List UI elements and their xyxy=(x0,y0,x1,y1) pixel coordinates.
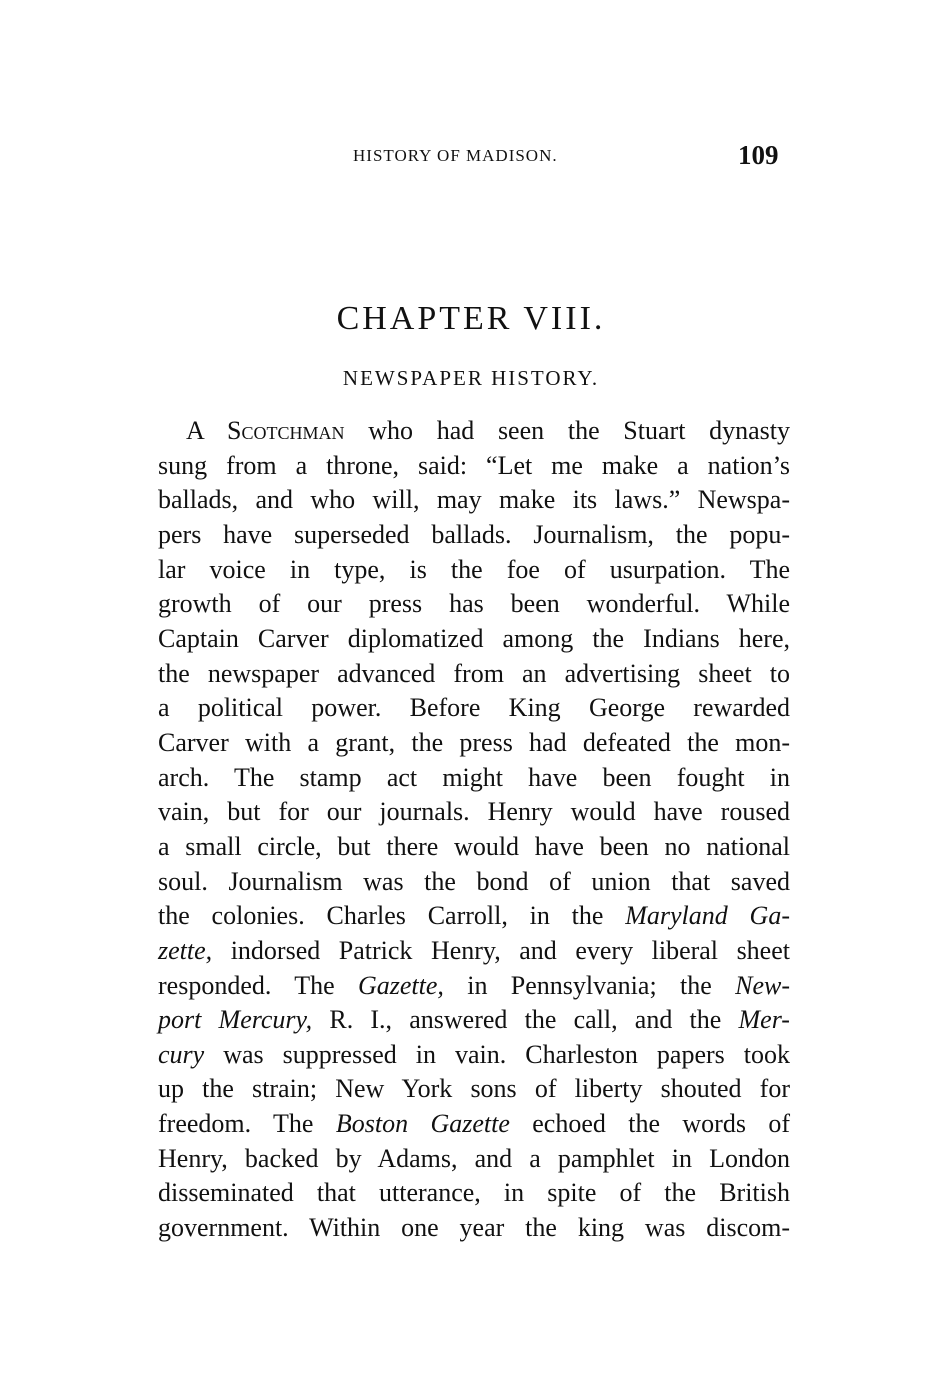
smallcaps-text: Scotchman xyxy=(227,416,345,445)
body-text xyxy=(158,414,790,1246)
text-segment: government. Within one year the king was discom- xyxy=(158,1213,790,1243)
text-segment: ballads, and who will, may make its laws.” Newspa- xyxy=(158,485,790,515)
text-line xyxy=(158,1038,790,1073)
text-line xyxy=(158,483,790,518)
text-segment: pers have superseded ballads. Journalism, the popu- xyxy=(158,519,790,549)
text-line xyxy=(158,587,790,622)
text-line xyxy=(158,969,790,1004)
italic-text: zette, xyxy=(158,935,213,965)
text-segment: R. I., answered the call, and the xyxy=(312,1005,739,1035)
text-segment: responded. The xyxy=(158,970,358,1000)
text-segment: the newspaper advanced from an advertising sheet to xyxy=(158,658,790,688)
text-segment: disseminated that utterance, in spite of the British xyxy=(158,1178,790,1208)
text-line xyxy=(158,449,790,484)
italic-text: port Mercury, xyxy=(158,1005,313,1035)
text-line xyxy=(158,518,790,553)
italic-text: Gazette, xyxy=(357,970,444,1000)
text-line xyxy=(158,414,790,449)
text-segment: up the strain; New York sons of liberty shouted for xyxy=(158,1074,790,1104)
text-segment: vain, but for our journals. Henry would have roused xyxy=(158,797,790,827)
text-line xyxy=(158,830,790,865)
text-line xyxy=(158,691,790,726)
text-segment: Henry, backed by Adams, and a pamphlet in London xyxy=(158,1143,790,1173)
chapter-title: CHAPTER VIII. xyxy=(336,300,606,337)
text-segment: freedom. The xyxy=(158,1109,336,1139)
italic-text: Maryland Ga- xyxy=(625,901,790,931)
text-line xyxy=(158,657,790,692)
text-line xyxy=(158,1142,790,1177)
text-segment: lar voice in type, is the foe of usurpation. The xyxy=(158,554,790,584)
text-segment: indorsed Patrick Henry, and every liberal sheet xyxy=(212,935,790,965)
text-segment: the colonies. Charles Carroll, in the xyxy=(158,901,626,931)
text-line xyxy=(158,1211,790,1246)
text-line xyxy=(158,622,790,657)
text-segment: A xyxy=(186,416,228,445)
running-title: HISTORY OF MADISON. xyxy=(353,146,558,165)
chapter-subtitle: NEWSPAPER HISTORY. xyxy=(342,366,600,390)
text-line xyxy=(158,1072,790,1107)
text-line xyxy=(158,1176,790,1211)
text-segment: soul. Journalism was the bond of union that saved xyxy=(158,866,790,896)
text-segment: Captain Carver diplomatized among the Indians here, xyxy=(158,623,790,653)
text-line xyxy=(158,795,790,830)
text-segment: was suppressed in vain. Charleston papers took xyxy=(204,1039,790,1069)
italic-text: Boston Gazette xyxy=(335,1109,510,1139)
text-segment: sung from a throne, said: “Let me make a nation’s xyxy=(158,450,790,480)
text-segment: growth of our press has been wonderful. While xyxy=(158,589,790,619)
text-segment: who had seen the Stuart dynasty xyxy=(344,416,790,445)
italic-text: Mer- xyxy=(738,1005,790,1035)
italic-text: New- xyxy=(735,970,790,1000)
text-segment: a small circle, but there would have been no national xyxy=(158,831,790,861)
text-line xyxy=(158,726,790,761)
text-segment: Carver with a grant, the press had defeated the mon- xyxy=(158,727,790,757)
text-segment: in Pennsylvania; the xyxy=(443,970,736,1000)
running-head xyxy=(0,138,930,178)
text-line xyxy=(158,934,790,969)
text-line xyxy=(158,899,790,934)
page-number: 109 xyxy=(738,140,779,170)
text-segment: a political power. Before King George rewarded xyxy=(158,693,790,723)
text-segment: echoed the words of xyxy=(509,1109,790,1139)
text-line xyxy=(158,865,790,900)
text-line xyxy=(158,1107,790,1142)
italic-text: cury xyxy=(158,1039,205,1069)
text-segment: arch. The stamp act might have been fought in xyxy=(158,762,790,792)
text-line xyxy=(158,1003,790,1038)
text-line xyxy=(158,553,790,588)
text-line xyxy=(158,761,790,796)
